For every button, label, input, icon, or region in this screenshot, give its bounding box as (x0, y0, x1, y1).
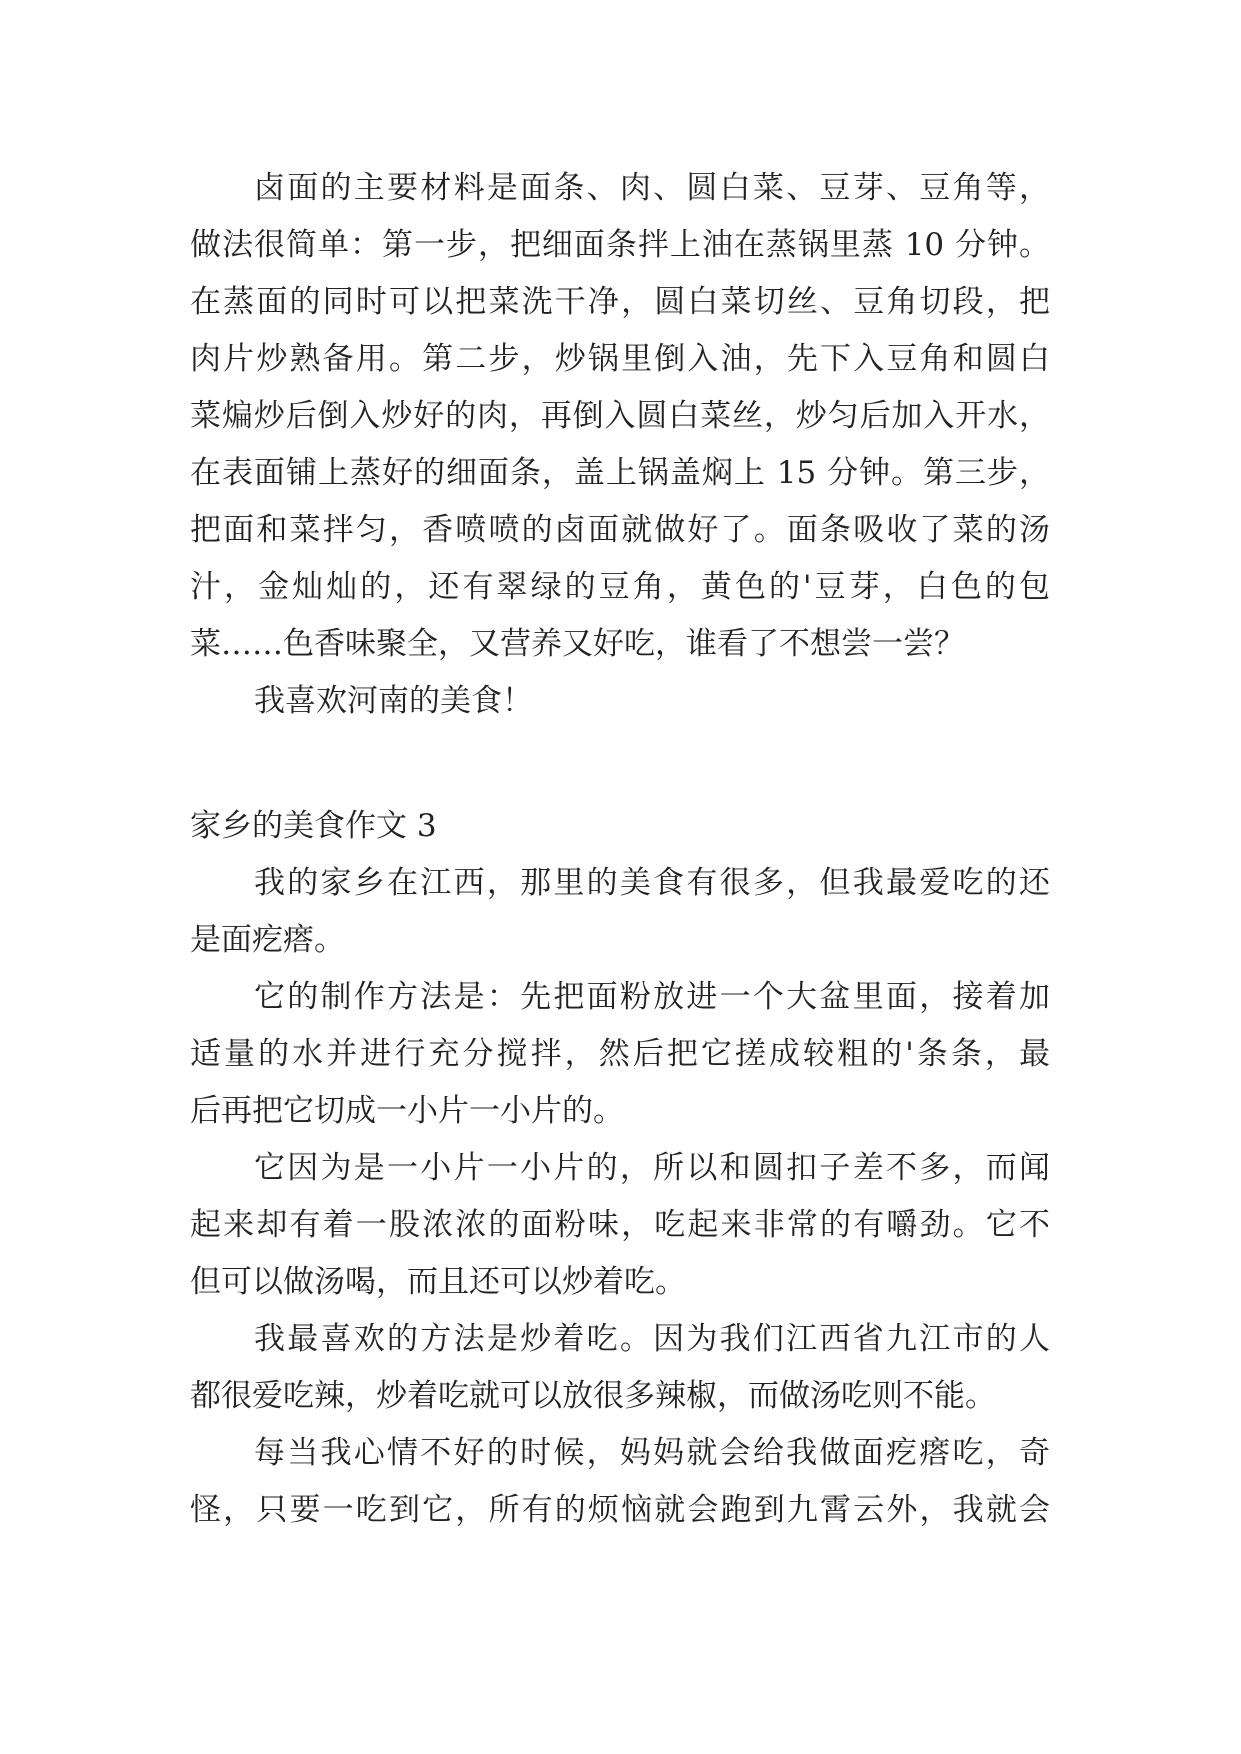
paragraph (190, 673, 1050, 730)
paragraph (190, 1425, 1050, 1539)
paragraph-line: 肉片炒熟备用。第二步，炒锅里倒入油，先下入豆角和圆白 (190, 341, 1050, 377)
paragraph-line: 我的家乡在江西，那里的美食有很多，但我最爱吃的还 (254, 865, 1050, 901)
paragraph-line: 在表面铺上蒸好的细面条，盖上锅盖焖上 15 分钟。第三步， (190, 455, 1050, 491)
paragraph-line: 汁，金灿灿的，还有翠绿的豆角，黄色的'豆芽，白色的包 (190, 569, 1050, 605)
paragraph-line: 在蒸面的同时可以把菜洗干净，圆白菜切丝、豆角切段，把 (190, 284, 1050, 320)
paragraph-line: 适量的水并进行充分搅拌，然后把它搓成较粗的'条条，最 (190, 1036, 1050, 1072)
paragraph-line: 做法很简单：第一步，把细面条拌上油在蒸锅里蒸 10 分钟。 (190, 227, 1050, 263)
paragraph-line: 起来却有着一股浓浓的面粉味，吃起来非常的有嚼劲。它不 (190, 1207, 1050, 1243)
paragraph-line: 我喜欢河南的美食！ (254, 683, 533, 719)
paragraph-line: 都很爱吃辣，炒着吃就可以放很多辣椒，而做汤吃则不能。 (190, 1378, 996, 1414)
paragraph-line: 它因为是一小片一小片的，所以和圆扣子差不多，而闻 (254, 1150, 1050, 1186)
section-spacer (190, 730, 1050, 798)
paragraph-line: 每当我心情不好的时候，妈妈就会给我做面疙瘩吃，奇 (254, 1435, 1050, 1471)
paragraph-line: 后再把它切成一小片一小片的。 (190, 1093, 624, 1129)
paragraph-line: 是面疙瘩。 (190, 922, 345, 958)
paragraph-line: 把面和菜拌匀，香喷喷的卤面就做好了。面条吸收了菜的汤 (190, 512, 1050, 548)
paragraph (190, 160, 1050, 673)
paragraph-line: 我最喜欢的方法是炒着吃。因为我们江西省九江市的人 (254, 1321, 1050, 1357)
paragraph (190, 1140, 1050, 1311)
paragraph (190, 855, 1050, 969)
paragraph (190, 1311, 1050, 1425)
paragraph-line: 菜煸炒后倒入炒好的肉，再倒入圆白菜丝，炒匀后加入开水， (190, 398, 1050, 434)
paragraph-line: 怪，只要一吃到它，所有的烦恼就会跑到九霄云外，我就会 (190, 1492, 1050, 1528)
paragraph (190, 969, 1050, 1140)
section-heading: 家乡的美食作文 3 (190, 808, 437, 844)
paragraph-line: 卤面的主要材料是面条、肉、圆白菜、豆芽、豆角等， (254, 170, 1050, 206)
paragraph-line: 菜……色香味聚全，又营养又好吃，谁看了不想尝一尝？ (190, 626, 965, 662)
paragraph-line: 但可以做汤喝，而且还可以炒着吃。 (190, 1264, 686, 1300)
document-body (190, 160, 1050, 1539)
paragraph-line: 它的制作方法是：先把面粉放进一个大盆里面，接着加 (254, 979, 1050, 1015)
